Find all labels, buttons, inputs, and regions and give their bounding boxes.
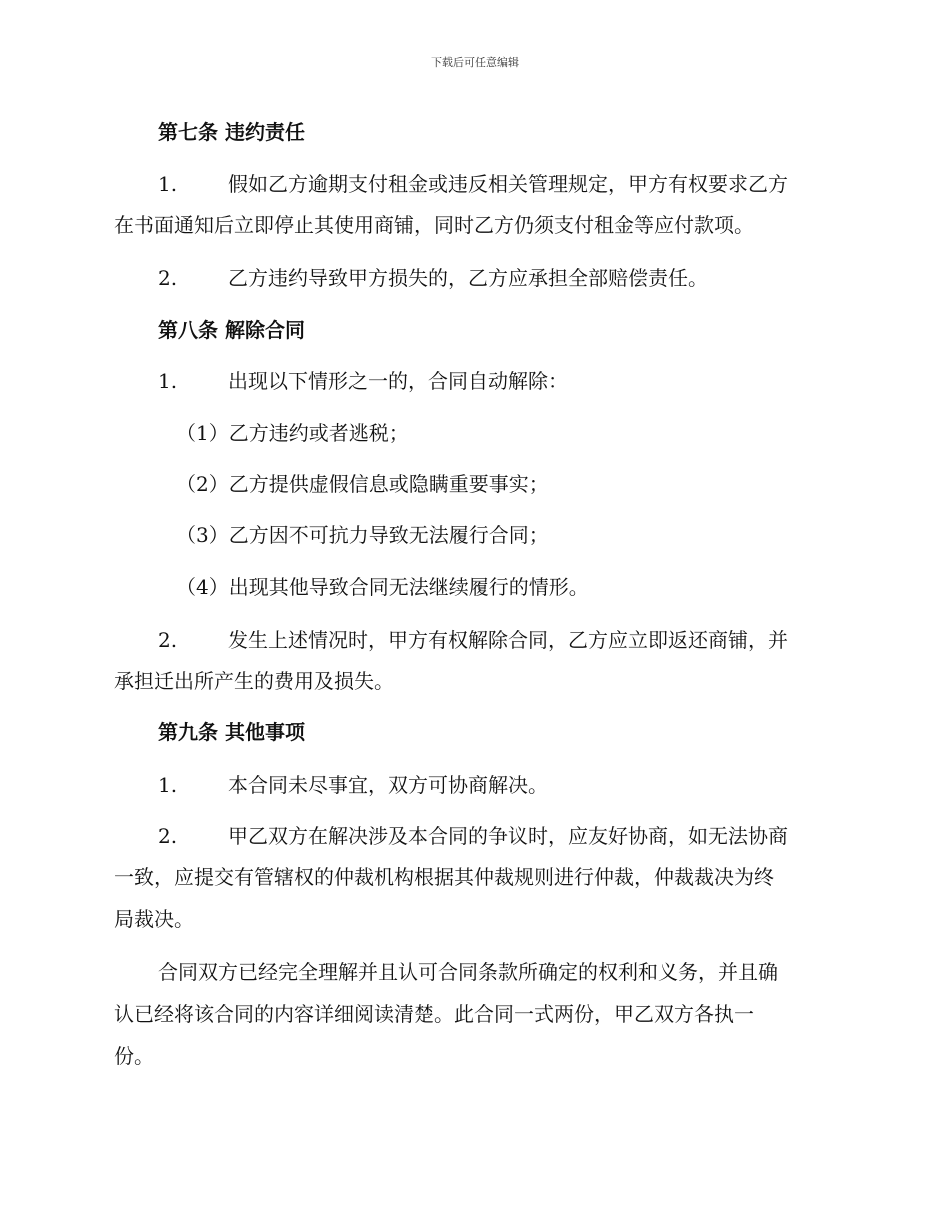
- clause-item: [158, 624, 788, 653]
- clause-number: 1.: [158, 369, 178, 393]
- sub-item: （2）乙方提供虚假信息或隐瞒重要事实；: [176, 472, 549, 496]
- clause-text: 甲乙双方在解决涉及本合同的争议时，应友好协商，如无法协商: [228, 824, 788, 848]
- clause-number: 2.: [158, 824, 178, 848]
- clause-text: 一致，应提交有管辖权的仲裁机构根据其仲裁规则进行仲裁，仲裁裁决为终: [114, 865, 774, 889]
- clause-text: 假如乙方逾期支付租金或违反相关管理规定，甲方有权要求乙方: [228, 172, 788, 196]
- clause-number: 1.: [158, 773, 178, 797]
- clause-item: [158, 365, 568, 394]
- clause-text: 局裁决。: [114, 907, 194, 931]
- clause-text: 发生上述情况时，甲方有权解除合同，乙方应立即返还商铺，并: [228, 628, 788, 652]
- clause-item: [158, 769, 548, 798]
- clause-item: [158, 168, 788, 197]
- closing-text: 合同双方已经完全理解并且认可合同条款所确定的权利和义务，并且确: [158, 960, 778, 984]
- clause-text: 乙方违约导致甲方损失的，乙方应承担全部赔偿责任。: [228, 266, 708, 290]
- clause-text: 承担迁出所产生的费用及损失。: [114, 669, 394, 693]
- sub-item: （1）乙方违约或者逃税；: [176, 421, 409, 445]
- header-note: 下载后可任意编辑: [431, 56, 519, 69]
- sub-item: （4）出现其他导致合同无法继续履行的情形。: [176, 575, 589, 599]
- section-title: 第七条 违约责任: [158, 120, 305, 144]
- clause-number: 2.: [158, 628, 178, 652]
- closing-text: 份。: [114, 1044, 154, 1068]
- clause-text: 本合同未尽事宜，双方可协商解决。: [228, 773, 548, 797]
- clause-text: 出现以下情形之一的，合同自动解除：: [228, 369, 568, 393]
- clause-number: 2.: [158, 266, 178, 290]
- sub-item: （3）乙方因不可抗力导致无法履行合同；: [176, 523, 549, 547]
- section-title: 第八条 解除合同: [158, 318, 305, 342]
- clause-item: [158, 820, 788, 849]
- closing-text: 认已经将该合同的内容详细阅读清楚。此合同一式两份，甲乙双方各执一: [114, 1002, 754, 1026]
- section-title: 第九条 其他事项: [158, 720, 305, 744]
- clause-text: 在书面通知后立即停止其使用商铺，同时乙方仍须支付租金等应付款项。: [114, 213, 754, 237]
- clause-item: [158, 262, 708, 291]
- clause-number: 1.: [158, 172, 178, 196]
